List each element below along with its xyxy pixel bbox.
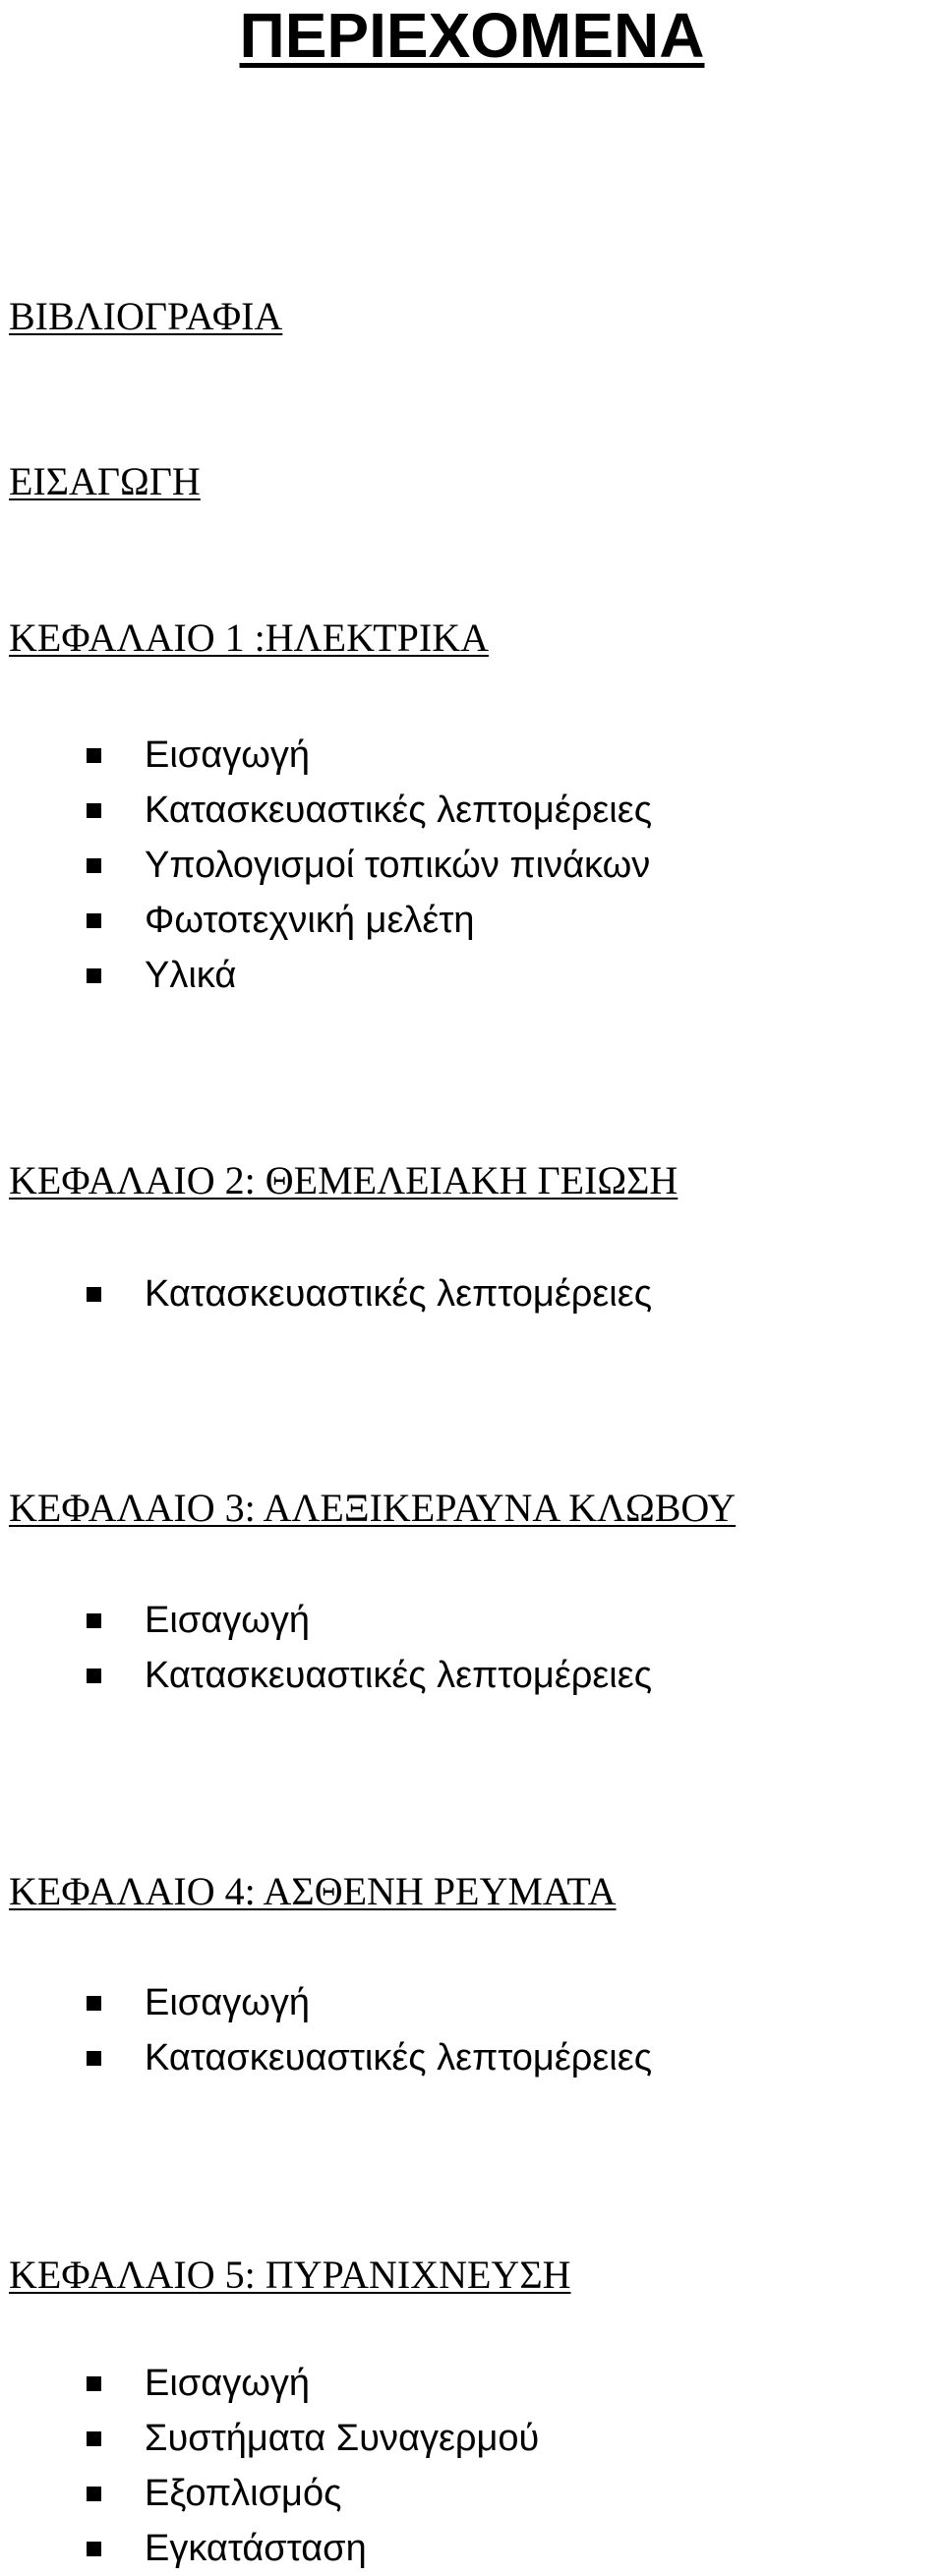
list-item-label: Εγκατάσταση bbox=[145, 2527, 367, 2569]
list-item[interactable] bbox=[0, 783, 652, 838]
list-item[interactable] bbox=[0, 728, 652, 783]
list-item-label: Κατασκευαστικές λεπτομέρειες bbox=[145, 1272, 653, 1315]
list-item-label: Συστήματα Συναγερμού bbox=[145, 2417, 540, 2459]
bullet-icon bbox=[87, 2542, 101, 2556]
list-item-label: Εισαγωγή bbox=[145, 733, 311, 776]
list-item-label: Κατασκευαστικές λεπτομέρειες bbox=[145, 2036, 653, 2078]
bullet-icon bbox=[87, 858, 101, 873]
list-item[interactable] bbox=[0, 1266, 652, 1321]
bullet-icon bbox=[87, 1613, 101, 1628]
bullet-icon bbox=[87, 1996, 101, 2011]
list-item-label: Εισαγωγή bbox=[145, 2362, 311, 2404]
list-item-label: Εισαγωγή bbox=[145, 1599, 311, 1641]
bullet-icon bbox=[87, 1669, 101, 1683]
bullet-icon bbox=[87, 2487, 101, 2501]
list-item-label: Υπολογισμοί τοπικών πινάκων bbox=[145, 844, 651, 886]
bullet-icon bbox=[87, 968, 101, 983]
list-item[interactable] bbox=[0, 838, 652, 893]
list-item-label: Κατασκευαστικές λεπτομέρειες bbox=[145, 789, 653, 831]
section-heading-chapter-1[interactable]: ΚΕΦΑΛΑΙΟ 1 :ΗΛΕΚΤΡΙΚΑ bbox=[9, 615, 489, 660]
list-item[interactable] bbox=[0, 2466, 539, 2521]
page-title: ΠΕΡΙΕΧΟΜΕΝΑ bbox=[239, 0, 705, 71]
bullet-icon bbox=[87, 913, 101, 928]
section-heading-chapter-5[interactable]: ΚΕΦΑΛΑΙΟ 5: ΠΥΡΑΝΙΧΝΕΥΣΗ bbox=[9, 2253, 571, 2297]
list-item[interactable] bbox=[0, 948, 652, 1003]
bullet-icon bbox=[87, 2376, 101, 2391]
chapter-2-items bbox=[0, 1266, 652, 1321]
section-heading-chapter-2[interactable]: ΚΕΦΑΛΑΙΟ 2: ΘΕΜΕΛΕΙΑΚΗ ΓΕΙΩΣΗ bbox=[9, 1158, 678, 1202]
bullet-icon bbox=[87, 748, 101, 763]
list-item[interactable] bbox=[0, 893, 652, 948]
section-heading-introduction[interactable]: ΕΙΣΑΓΩΓΗ bbox=[9, 459, 201, 503]
list-item[interactable] bbox=[0, 2030, 652, 2085]
chapter-1-items bbox=[0, 728, 652, 1003]
list-item[interactable] bbox=[0, 2521, 539, 2576]
list-item[interactable] bbox=[0, 1648, 652, 1703]
list-item[interactable] bbox=[0, 1593, 652, 1648]
list-item-label: Εισαγωγή bbox=[145, 1981, 311, 2023]
chapter-3-items bbox=[0, 1593, 652, 1703]
chapter-4-items bbox=[0, 1975, 652, 2085]
list-item-label: Φωτοτεχνική μελέτη bbox=[145, 899, 475, 941]
list-item[interactable] bbox=[0, 2356, 539, 2411]
section-heading-chapter-3[interactable]: ΚΕΦΑΛΑΙΟ 3: ΑΛΕΞΙΚΕΡΑΥΝΑ ΚΛΩΒΟΥ bbox=[9, 1486, 737, 1530]
list-item-label: Κατασκευαστικές λεπτομέρειες bbox=[145, 1654, 653, 1696]
bullet-icon bbox=[87, 2051, 101, 2066]
bullet-icon bbox=[87, 2431, 101, 2446]
bullet-icon bbox=[87, 803, 101, 818]
chapter-5-items bbox=[0, 2356, 539, 2576]
list-item[interactable] bbox=[0, 2411, 539, 2466]
section-heading-chapter-4[interactable]: ΚΕΦΑΛΑΙΟ 4: ΑΣΘΕΝΗ ΡΕΥΜΑΤΑ bbox=[9, 1869, 617, 1913]
list-item-label: Εξοπλισμός bbox=[145, 2472, 342, 2514]
section-heading-bibliography[interactable]: ΒΙΒΛΙΟΓΡΑΦΙΑ bbox=[9, 294, 283, 338]
list-item-label: Υλικά bbox=[145, 954, 237, 996]
bullet-icon bbox=[87, 1287, 101, 1302]
list-item[interactable] bbox=[0, 1975, 652, 2030]
